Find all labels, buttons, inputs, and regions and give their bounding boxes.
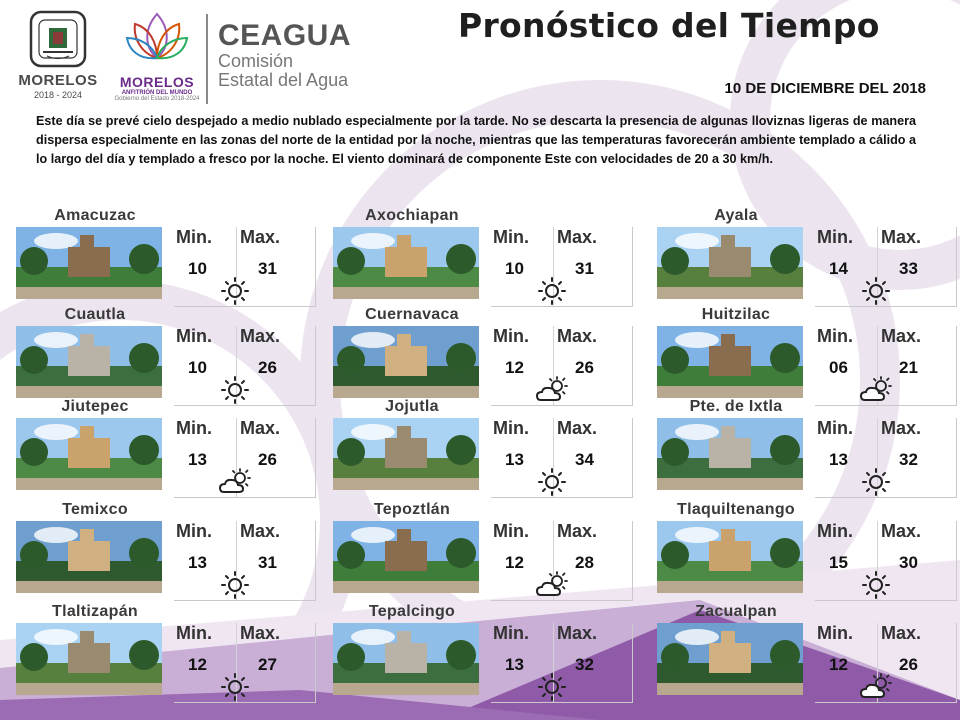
min-label: Min. (817, 227, 853, 247)
min-label: Min. (493, 623, 529, 643)
brand-logo-gov: Gobierno del Estado 2018-2024 (114, 96, 200, 102)
agency-line-2: Estatal del Agua (218, 70, 349, 90)
city-name-jiutepec: Jiutepec (61, 398, 129, 415)
city-photo (657, 326, 803, 398)
city-name-amacuzac: Amacuzac (54, 207, 136, 224)
max-temperature: 26 (899, 655, 918, 674)
max-temperature: 31 (258, 553, 277, 572)
partly-cloudy-icon (218, 468, 252, 496)
sun-icon (535, 468, 569, 496)
city-name-huitzilac: Huitzilac (701, 306, 771, 323)
max-label: Max. (881, 418, 922, 438)
temperature-grid (174, 326, 316, 406)
max-label: Max. (557, 326, 598, 346)
city-name-axochiapan: Axochiapan (365, 207, 459, 224)
agency-logo (218, 20, 351, 90)
agency-line-1: Comisión (218, 51, 294, 71)
temperature-grid (815, 418, 957, 498)
sun-icon (535, 277, 569, 305)
max-label: Max. (240, 521, 281, 541)
city-name-tlaquiltenango: Tlaquiltenango (677, 501, 795, 518)
max-label: Max. (240, 326, 281, 346)
city-card (16, 603, 326, 703)
min-temperature: 13 (505, 450, 524, 469)
max-temperature: 31 (258, 259, 277, 278)
min-label: Min. (176, 418, 212, 438)
morelos-brand-logo (112, 8, 202, 110)
temperature-grid (174, 227, 316, 307)
city-photo (333, 326, 479, 398)
agency-name: CEAGUA (218, 19, 352, 52)
page-title: Pronóstico del Tiempo (458, 6, 880, 45)
max-temperature: 26 (258, 450, 277, 469)
max-label: Max. (881, 227, 922, 247)
city-card (333, 207, 643, 307)
max-temperature: 28 (575, 553, 594, 572)
min-temperature: 13 (188, 553, 207, 572)
city-photo (657, 521, 803, 593)
min-label: Min. (817, 623, 853, 643)
brand-logo-motto: ANFITRIÓN DEL MUNDO (121, 90, 193, 96)
city-photo (16, 326, 162, 398)
city-card (333, 603, 643, 703)
city-card (16, 501, 326, 601)
city-photo (16, 227, 162, 299)
max-temperature: 27 (258, 655, 277, 674)
min-label: Min. (176, 623, 212, 643)
city-card (333, 501, 643, 601)
city-photo (657, 418, 803, 490)
sun-icon (859, 277, 893, 305)
temperature-grid (174, 623, 316, 703)
max-label: Max. (881, 623, 922, 643)
city-photo (657, 623, 803, 695)
max-temperature: 21 (899, 358, 918, 377)
city-card (16, 207, 326, 307)
max-label: Max. (557, 418, 598, 438)
max-label: Max. (881, 521, 922, 541)
city-name-pte-de-ixtla: Pte. de Ixtla (689, 398, 783, 415)
temperature-grid (491, 418, 633, 498)
min-label: Min. (817, 326, 853, 346)
temperature-grid (174, 418, 316, 498)
city-card (657, 398, 960, 498)
temperature-grid (815, 227, 957, 307)
sun-icon (859, 571, 893, 599)
min-temperature: 10 (188, 259, 207, 278)
temperature-grid (491, 623, 633, 703)
city-card (657, 603, 960, 703)
city-card (333, 306, 643, 406)
min-label: Min. (176, 227, 212, 247)
min-label: Min. (817, 418, 853, 438)
temperature-grid (491, 227, 633, 307)
max-temperature: 33 (899, 259, 918, 278)
min-temperature: 12 (829, 655, 848, 674)
max-label: Max. (557, 521, 598, 541)
city-name-zacualpan: Zacualpan (695, 603, 777, 620)
temperature-grid (491, 326, 633, 406)
temperature-grid (815, 326, 957, 406)
temperature-grid (174, 521, 316, 601)
temperature-grid (491, 521, 633, 601)
city-card (333, 398, 643, 498)
max-temperature: 26 (258, 358, 277, 377)
city-name-jojutla: Jojutla (385, 398, 439, 415)
city-name-temixco: Temixco (62, 501, 128, 518)
partly-cloudy-icon (535, 571, 569, 599)
header-divider (206, 14, 208, 104)
forecast-description: Este día se prevé cielo despejado a medio nublado especialmente por la tarde. No se descarta la presencia de algunas lloviznas ligeras de manera dispersa especialmente en las zonas del norte de la entidad por la noche, mientras que las temperaturas favorecerán ambiente templado a cálido a lo largo del día y templado a fresco por la noche. El viento dominará de componente Este con velocidades de 20 a 30 km/h. (36, 114, 916, 166)
city-name-tepalcingo: Tepalcingo (368, 603, 456, 620)
lotus-flower-icon (125, 8, 189, 68)
state-logo-years: 2018 - 2024 (33, 90, 83, 100)
min-temperature: 12 (505, 358, 524, 377)
min-label: Min. (493, 418, 529, 438)
max-label: Max. (557, 623, 598, 643)
sun-icon (859, 468, 893, 496)
max-label: Max. (557, 227, 598, 247)
max-temperature: 26 (575, 358, 594, 377)
min-label: Min. (817, 521, 853, 541)
min-label: Min. (493, 521, 529, 541)
sun-icon (218, 673, 252, 701)
city-card (657, 207, 960, 307)
max-temperature: 32 (899, 450, 918, 469)
city-name-cuernavaca: Cuernavaca (365, 306, 459, 323)
max-label: Max. (240, 623, 281, 643)
min-temperature: 12 (505, 553, 524, 572)
min-temperature: 13 (829, 450, 848, 469)
min-temperature: 10 (188, 358, 207, 377)
city-card (657, 501, 960, 601)
sun-icon (218, 277, 252, 305)
max-label: Max. (240, 227, 281, 247)
min-label: Min. (176, 326, 212, 346)
min-temperature: 10 (505, 259, 524, 278)
brand-logo-name: MORELOS (119, 74, 195, 90)
city-card (657, 306, 960, 406)
city-name-tepoztlan: Tepoztlán (373, 501, 451, 518)
min-temperature: 15 (829, 553, 848, 572)
sun-icon (218, 571, 252, 599)
temperature-grid (815, 521, 957, 601)
city-photo (333, 521, 479, 593)
city-name-cuautla: Cuautla (64, 306, 126, 323)
morelos-state-logo (12, 8, 104, 112)
min-temperature: 14 (829, 259, 848, 278)
min-label: Min. (493, 326, 529, 346)
city-name-ayala: Ayala (714, 207, 758, 224)
min-label: Min. (176, 521, 212, 541)
max-temperature: 31 (575, 259, 594, 278)
min-temperature: 13 (188, 450, 207, 469)
max-temperature: 32 (575, 655, 594, 674)
state-logo-name: MORELOS (18, 72, 98, 89)
min-temperature: 12 (188, 655, 207, 674)
city-photo (333, 623, 479, 695)
min-label: Min. (493, 227, 529, 247)
min-temperature: 06 (829, 358, 848, 377)
city-photo (16, 521, 162, 593)
city-photo (16, 623, 162, 695)
temperature-grid (815, 623, 957, 703)
city-photo (16, 418, 162, 490)
city-photo (333, 418, 479, 490)
sun-icon (535, 673, 569, 701)
partly-cloudy-icon (859, 673, 893, 701)
max-temperature: 34 (575, 450, 594, 469)
city-card (16, 306, 326, 406)
max-label: Max. (240, 418, 281, 438)
city-photo (657, 227, 803, 299)
min-temperature: 13 (505, 655, 524, 674)
max-temperature: 30 (899, 553, 918, 572)
city-name-tlaltizapan: Tlaltizapán (52, 603, 138, 620)
city-card (16, 398, 326, 498)
forecast-date: 10 DE DICIEMBRE DEL 2018 (724, 80, 926, 97)
city-photo (333, 227, 479, 299)
max-label: Max. (881, 326, 922, 346)
state-seal-icon (27, 8, 89, 70)
